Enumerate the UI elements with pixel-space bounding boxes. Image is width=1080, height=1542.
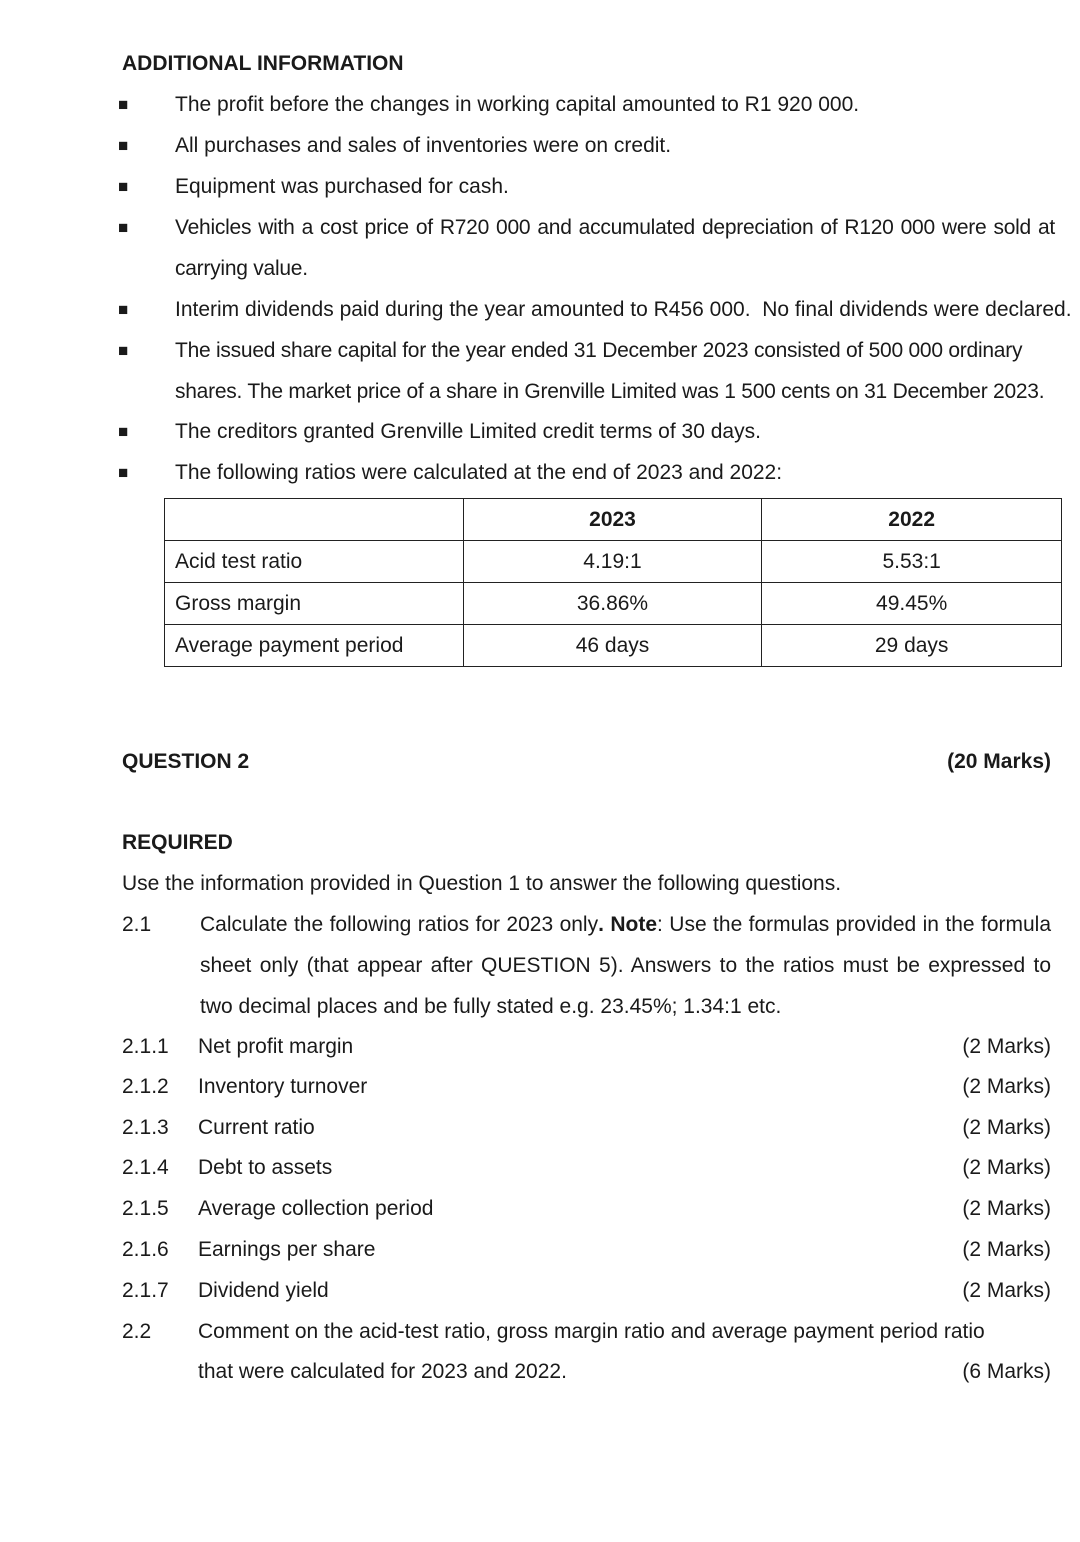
table-row	[165, 583, 1062, 625]
table-row	[165, 541, 1062, 583]
sub-item-number: 2.1.6	[122, 1238, 169, 1261]
bullet-text: The profit before the changes in working capital amounted to R1 920 000.	[175, 93, 860, 116]
bullet-text: Equipment was purchased for cash.	[175, 175, 509, 198]
sub-item-number: 2.1.5	[122, 1197, 169, 1220]
table-row	[165, 625, 1062, 667]
sub-item-label: Inventory turnover	[198, 1075, 368, 1098]
list-item	[118, 207, 1054, 289]
sub-item-marks: (2 Marks)	[962, 1279, 1051, 1302]
question-text: Calculate the following ratios for 2023 only. Note: Use the formulas provided in the formula sheet only (that appear after QUESTION 5). Answers to the ratios must be expressed to two decimal places and be fully stated e.g. 23.45%; 1.34:1 etc.	[200, 913, 1052, 1018]
sub-item-label: Current ratio	[198, 1116, 315, 1139]
bullet-text: Vehicles with a cost price of R720 000 and accumulated depreciation of R120 000 were sold at carrying value.	[175, 216, 1055, 280]
list-item	[118, 84, 1054, 125]
question-intro: Use the information provided in Question 1 to answer the following questions.	[122, 872, 842, 895]
list-item	[118, 452, 1054, 493]
sub-item-label: Net profit margin	[198, 1035, 354, 1058]
table-cell: Acid test ratio	[165, 541, 464, 583]
sub-item-number: 2.1.1	[122, 1035, 169, 1058]
sub-item-label: Debt to assets	[198, 1156, 333, 1179]
question-number: 2.1	[122, 913, 152, 936]
list-item	[118, 166, 1054, 207]
question-text-line: Comment on the acid-test ratio, gross margin ratio and average payment period ratio	[198, 1320, 985, 1343]
table-cell: 46 days	[463, 625, 762, 667]
table-cell: 29 days	[762, 625, 1062, 667]
question-marks: (6 Marks)	[962, 1360, 1051, 1383]
sub-item-number: 2.1.2	[122, 1075, 169, 1098]
sub-item-label: Average collection period	[198, 1197, 434, 1220]
sub-item-marks: (2 Marks)	[962, 1238, 1051, 1261]
list-item	[118, 289, 1072, 330]
bullet-icon: ■	[118, 177, 129, 196]
additional-info-heading: ADDITIONAL INFORMATION	[122, 52, 404, 75]
sub-item-label: Dividend yield	[198, 1279, 329, 1302]
bullet-icon: ■	[118, 300, 129, 319]
bullet-icon: ■	[118, 463, 129, 482]
bullet-text: The creditors granted Grenville Limited credit terms of 30 days.	[175, 420, 761, 443]
table-header-row	[165, 499, 1062, 541]
sub-item-marks: (2 Marks)	[962, 1156, 1051, 1179]
sub-item-label: Earnings per share	[198, 1238, 376, 1261]
bullet-text: All purchases and sales of inventories were on credit.	[175, 134, 672, 157]
bullet-text: The following ratios were calculated at the end of 2023 and 2022:	[175, 461, 783, 484]
note-label: Note	[610, 913, 658, 936]
ratio-table	[164, 498, 1062, 667]
table-cell: Average payment period	[165, 625, 464, 667]
bullet-icon: ■	[118, 95, 129, 114]
question-title: QUESTION 2	[122, 750, 250, 773]
table-cell: Gross margin	[165, 583, 464, 625]
sub-item-number: 2.1.7	[122, 1279, 169, 1302]
required-heading: REQUIRED	[122, 831, 233, 854]
sub-item-marks: (2 Marks)	[962, 1075, 1051, 1098]
bullet-text: The issued share capital for the year ended 31 December 2023 consisted of 500 000 ordinary shares. The market price of a share in Grenville Limited was 1 500 cents on 31 December 2023.	[175, 339, 1045, 403]
table-cell: 4.19:1	[463, 541, 762, 583]
list-item	[118, 125, 1054, 166]
table-header-cell	[165, 499, 464, 541]
bullet-icon: ■	[118, 422, 129, 441]
question-text-part: Calculate the following ratios for 2023 only	[200, 913, 599, 936]
sub-item-number: 2.1.3	[122, 1116, 169, 1139]
list-item	[118, 411, 1054, 452]
bullet-icon: ■	[118, 136, 129, 155]
sub-item-marks: (2 Marks)	[962, 1197, 1051, 1220]
list-item	[118, 330, 1054, 412]
table-cell: 5.53:1	[762, 541, 1062, 583]
sub-item-number: 2.1.4	[122, 1156, 169, 1179]
table-header-cell: 2023	[463, 499, 762, 541]
table-cell: 36.86%	[463, 583, 762, 625]
question-text-part: : Use the formulas provided in the formula sheet only (that appear after QUESTION 5). Answers to the ratios must be expressed to two decimal places and be fully stated e.g. 23.45%; 1.34:1 etc.	[200, 913, 1052, 1018]
sub-item-marks: (2 Marks)	[962, 1035, 1051, 1058]
bullet-icon: ■	[118, 218, 129, 237]
bullet-icon: ■	[118, 341, 129, 360]
table-header-cell: 2022	[762, 499, 1062, 541]
question-total-marks: (20 Marks)	[947, 750, 1051, 773]
table-cell: 49.45%	[762, 583, 1062, 625]
question-number: 2.2	[122, 1320, 152, 1343]
bullet-text: Interim dividends paid during the year amounted to R456 000. No final dividends were declared.	[175, 298, 1072, 321]
question-text-line: that were calculated for 2023 and 2022.	[198, 1360, 567, 1383]
sub-item-marks: (2 Marks)	[962, 1116, 1051, 1139]
